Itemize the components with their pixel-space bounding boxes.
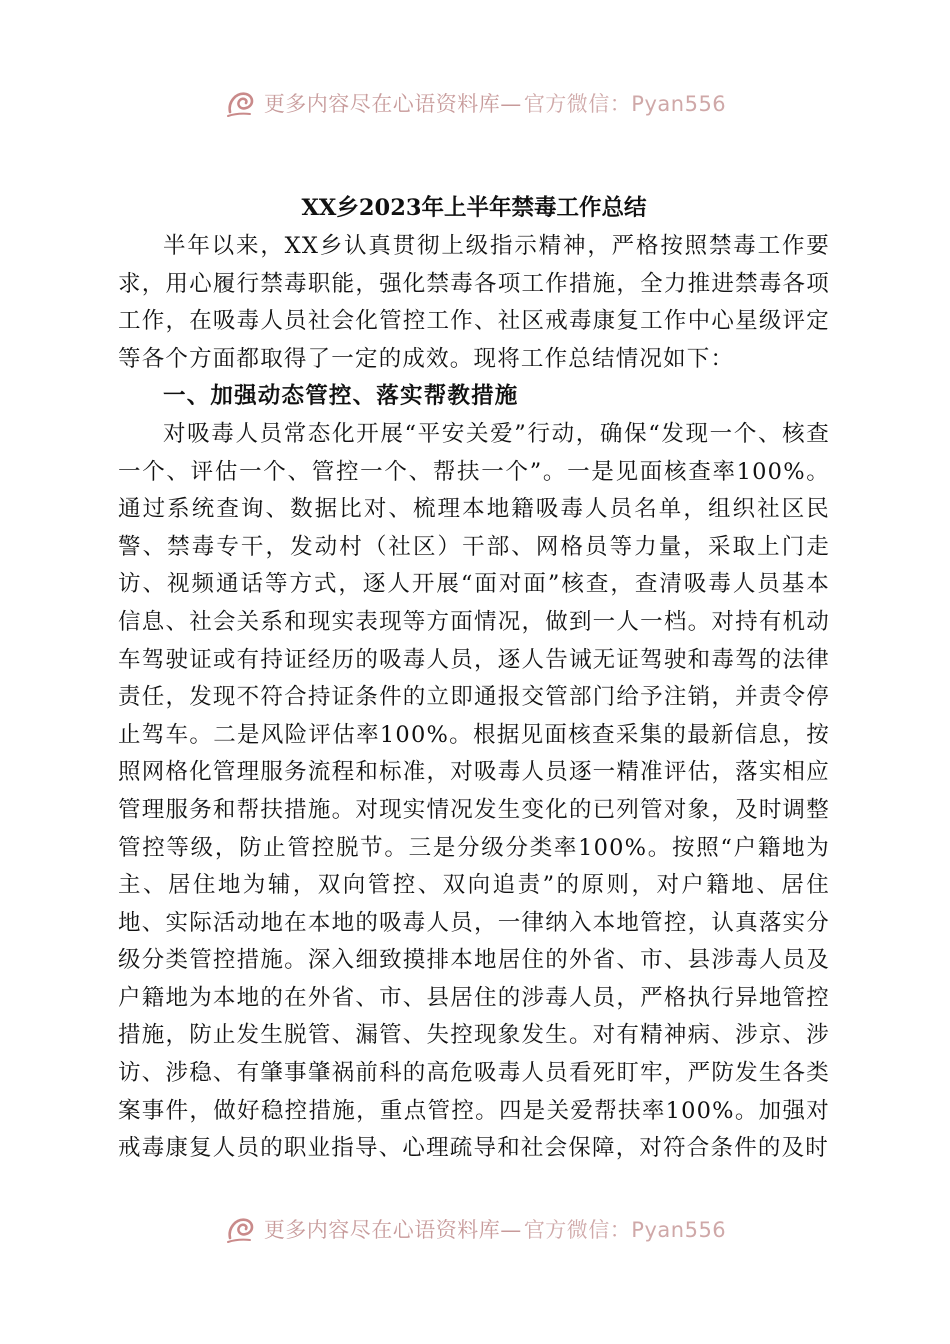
document-page (118, 188, 830, 1168)
section-1-heading: 一、加强动态管控、落实帮教措施 (163, 383, 519, 410)
section-1-body: 对吸毒人员常态化开展“平安关爱”行动，确保“发现一个、核查一个、评估一个、管控一个、帮扶一个”。一是见面核查率100%。通过系统查询、数据比对、梳理本地籍吸毒人员名单，组织社区民警、禁毒专干，发动村（社区）干部、网格员等力量，采取上门走访、视频通话等方式，逐人开展“面对面”核查，查清吸毒人员基本信息、社会关系和现实表现等方面情况，做到一人一档。对持有机动车驾驶证或有持证经历的吸毒人员，逐人告诫无证驾驶和毒驾的法律责任，发现不符合持证条件的立即通报交管部门给予注销，并责令停止驾车。二是风险评估率100%。根据见面核查采集的最新信息，按照网格化管理服务流程和标准，对吸毒人员逐一精准评估，落实相应管理服务和帮扶措施。对现实情况发生变化的已列管对象，及时调整管控等级，防止管控脱节。三是分级分类率100%。按照“户籍地为主、居住地为辅，双向管控、双向追责”的原则，对户籍地、居住地、实际活动地在本地的吸毒人员，一律纳入本地管控，认真落实分级分类管控措施。深入细致摸排本地居住的外省、市、县涉毒人员及户籍地为本地的在外省、市、县居住的涉毒人员，严格执行异地管控措施，防止发生脱管、漏管、失控现象发生。对有精神病、涉京、涉访、涉稳、有肇事肇祸前科的高危吸毒人员看死盯牢，严防发生各类案事件，做好稳控措施，重点管控。四是关爱帮扶率100%。加强对戒毒康复人员的职业指导、心理疏导和社会保障，对符合条件的及时 (118, 420, 830, 1162)
watermark-contact: 官方微信：Pyan556 (523, 92, 727, 116)
watermark-header (0, 83, 950, 123)
intro-paragraph: 半年以来，XX乡认真贯彻上级指示精神，严格按照禁毒工作要求，用心履行禁毒职能，强化禁毒各项工作措施，全力推进禁毒各项工作，在吸毒人员社会化管控工作、社区戒毒康复工作中心星级评定等各个方面都取得了一定的成效。现将工作总结情况如下： (118, 233, 830, 372)
swirl-logo-icon (224, 86, 258, 120)
swirl-logo-icon (224, 1212, 258, 1246)
document-title: XX乡2023年上半年禁毒工作总结 (301, 195, 647, 221)
watermark-brand: 更多内容尽在心语资料库— (263, 92, 522, 116)
watermark-contact: 官方微信：Pyan556 (523, 1218, 727, 1242)
watermark-footer (0, 1209, 950, 1249)
watermark-brand: 更多内容尽在心语资料库— (263, 1218, 522, 1242)
